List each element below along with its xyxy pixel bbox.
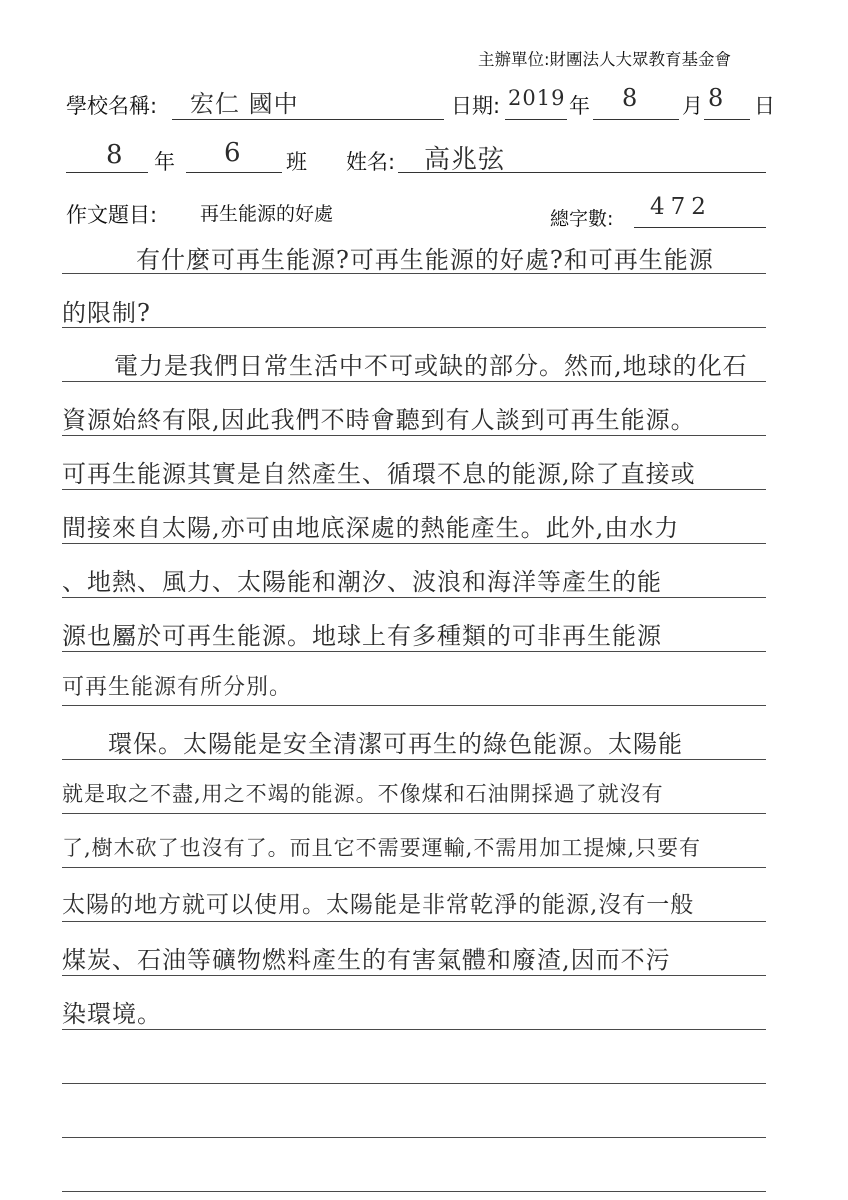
essay-line: 電力是我們日常生活中不可或缺的部分。然而,地球的化石 <box>114 352 748 380</box>
essay-line: 就是取之不盡,用之不竭的能源。不像煤和石油開採過了就沒有 <box>62 782 664 806</box>
ruled-line <box>62 759 766 760</box>
count-value: 472 <box>650 194 712 220</box>
class-label: 班 <box>286 150 307 174</box>
count-underline <box>634 227 766 228</box>
ruled-line <box>62 435 766 436</box>
essay-line: 染環境。 <box>62 1000 162 1028</box>
name-label: 姓名: <box>346 150 396 174</box>
essay-line: 環保。太陽能是安全清潔可再生的綠色能源。太陽能 <box>108 730 683 758</box>
ruled-line <box>62 381 766 382</box>
ruled-line <box>62 921 766 922</box>
essay-line: 了,樹木砍了也沒有了。而且它不需要運輸,不需用加工提煉,只要有 <box>62 836 702 860</box>
ruled-line <box>62 705 766 706</box>
name-value: 高兆弦 <box>424 145 506 175</box>
month-label: 月 <box>682 94 703 118</box>
organizer-text: 主辦單位:財團法人大眾教育基金會 <box>478 50 732 69</box>
ruled-line <box>62 867 766 868</box>
essay-line: 、地熱、風力、太陽能和潮汐、波浪和海洋等產生的能 <box>62 568 662 596</box>
essay-line: 煤炭、石油等礦物燃料產生的有害氣體和廢渣,因而不污 <box>62 946 671 974</box>
essay-line: 間接來自太陽,亦可由地底深處的熱能產生。此外,由水力 <box>62 514 680 542</box>
grade-value: 8 <box>106 140 124 170</box>
school-underline <box>172 119 444 120</box>
ruled-line <box>62 1083 766 1084</box>
date-month: 8 <box>622 84 639 112</box>
ruled-line <box>62 1137 766 1138</box>
ruled-line <box>62 489 766 490</box>
count-label: 總字數: <box>550 208 614 230</box>
date-label: 日期: <box>451 94 501 118</box>
ruled-line <box>62 1191 766 1192</box>
essay-line: 有什麼可再生能源?可再生能源的好處?和可再生能源 <box>136 246 714 274</box>
ruled-line <box>62 327 766 328</box>
essay-line: 可再生能源其實是自然產生、循環不息的能源,除了直接或 <box>62 460 696 488</box>
year-label: 年 <box>569 94 590 118</box>
year-underline <box>505 119 567 120</box>
name-underline <box>398 172 766 173</box>
class-underline <box>186 172 282 173</box>
date-year: 2019 <box>508 86 566 110</box>
essay-line: 太陽的地方就可以使用。太陽能是非常乾淨的能源,沒有一般 <box>62 892 695 918</box>
ruled-line <box>62 975 766 976</box>
day-underline <box>704 119 750 120</box>
grade-label: 年 <box>154 150 175 174</box>
ruled-line <box>62 651 766 652</box>
essay-line: 的限制? <box>62 299 151 327</box>
grade-underline <box>66 172 148 173</box>
essay-line: 資源始終有限,因此我們不時會聽到有人談到可再生能源。 <box>62 406 696 434</box>
school-value: 宏仁 國中 <box>190 90 299 118</box>
ruled-line <box>62 1029 766 1030</box>
date-day: 8 <box>708 84 725 112</box>
ruled-line <box>62 813 766 814</box>
essay-line: 源也屬於可再生能源。地球上有多種類的可非再生能源 <box>62 622 662 650</box>
class-value: 6 <box>224 138 242 168</box>
day-label: 日 <box>754 94 775 118</box>
ruled-line <box>62 543 766 544</box>
ruled-line <box>62 597 766 598</box>
month-underline <box>593 119 679 120</box>
topic-label: 作文題目: <box>66 203 158 227</box>
topic-value: 再生能源的好處 <box>200 203 334 225</box>
essay-line: 可再生能源有所分別。 <box>62 675 293 700</box>
school-label: 學校名稱: <box>66 94 158 118</box>
